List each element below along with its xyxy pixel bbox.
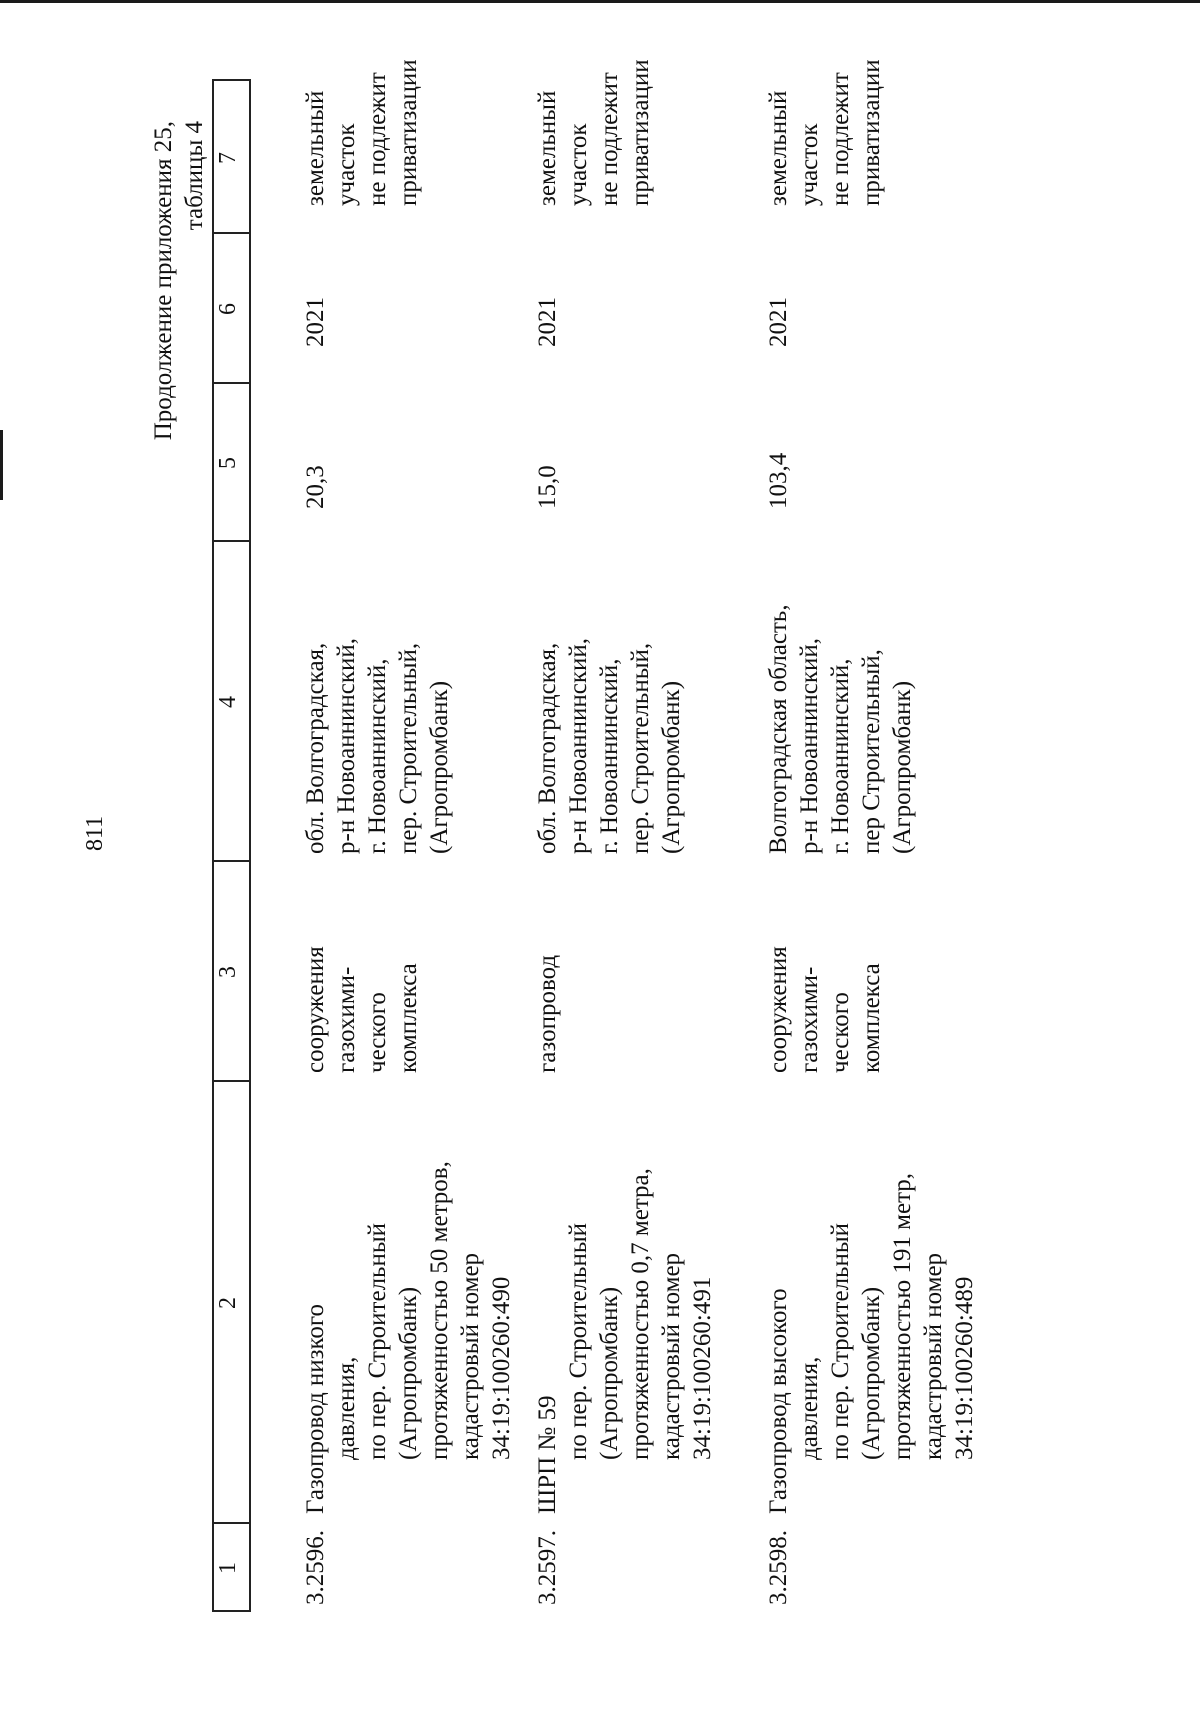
address-line: г. Новоаннинский, <box>364 658 391 854</box>
note-line: участок <box>333 123 360 206</box>
name-line: кадастровый номер <box>920 1252 947 1460</box>
column-number: 1 <box>215 1562 241 1574</box>
note-line: участок <box>796 123 823 206</box>
name-line: протяженностью 50 метров, <box>426 1161 453 1460</box>
object-area: 103,4 <box>765 452 792 509</box>
note-line: участок <box>565 123 592 206</box>
address-line: р-н Новоаннинский, <box>796 637 823 854</box>
header-divider <box>212 540 251 542</box>
name-line: кадастровый номер <box>457 1252 484 1460</box>
note-line: не подлежит <box>364 72 391 206</box>
object-note <box>300 59 424 206</box>
note-line: приватизации <box>395 59 422 206</box>
address-line: г. Новоаннинский, <box>827 658 854 854</box>
note-line: не подлежит <box>596 72 623 206</box>
name-line: по пер. Строительный <box>565 1222 592 1460</box>
object-kind <box>300 946 424 1073</box>
name-line: 34:19:100260:490 <box>488 1276 515 1460</box>
column-number: 4 <box>215 696 241 708</box>
object-note <box>763 59 887 206</box>
column-number: 3 <box>215 966 241 978</box>
kind-line: сооружения <box>302 946 329 1073</box>
kind-line: газохими- <box>333 966 360 1073</box>
address-line: (Агропромбанк) <box>658 680 685 854</box>
object-note <box>532 59 656 206</box>
row-number: 3.2598. <box>765 1530 792 1605</box>
object-name <box>532 1168 718 1514</box>
note-line: земельный <box>302 90 329 206</box>
name-line: кадастровый номер <box>658 1252 685 1460</box>
name-line: по пер. Строительный <box>827 1222 854 1460</box>
name-line: протяженностью 0,7 метра, <box>627 1168 654 1460</box>
note-line: земельный <box>765 90 792 206</box>
kind-line: газохими- <box>796 966 823 1073</box>
row-number: 3.2596. <box>302 1530 329 1605</box>
address-line: пер Строительный, <box>858 649 885 854</box>
continuation-line-2: таблицы 4 <box>181 121 208 231</box>
name-line: (Агропромбанк) <box>395 1286 422 1460</box>
name-line: давления, <box>796 1356 823 1460</box>
column-number: 2 <box>215 1297 241 1309</box>
continuation-caption <box>148 121 210 440</box>
header-divider <box>212 232 251 234</box>
note-line: приватизации <box>627 59 654 206</box>
name-line: Газопровод высокого <box>765 1288 792 1514</box>
object-kind <box>532 955 563 1073</box>
header-divider <box>212 1080 251 1082</box>
page-number: 811 <box>82 815 108 851</box>
table-header <box>212 0 252 1714</box>
header-divider <box>212 79 251 81</box>
note-line: не подлежит <box>827 72 854 206</box>
object-kind <box>763 946 887 1073</box>
address-line: пер. Строительный, <box>395 642 422 854</box>
header-divider <box>212 382 251 384</box>
address-line: г. Новоаннинский, <box>596 658 623 854</box>
address-line: (Агропромбанк) <box>889 680 916 854</box>
kind-line: комплекса <box>395 963 422 1073</box>
name-line: (Агропромбанк) <box>858 1286 885 1460</box>
address-line: обл. Волгоградская, <box>534 642 561 854</box>
object-year: 2021 <box>302 297 329 347</box>
column-number: 7 <box>215 152 241 164</box>
object-address <box>532 638 687 854</box>
address-line: р-н Новоаннинский, <box>333 637 360 854</box>
object-name <box>300 1161 517 1514</box>
object-name <box>763 1173 980 1514</box>
name-line: давления, <box>333 1356 360 1460</box>
address-line: р-н Новоаннинский, <box>565 637 592 854</box>
note-line: приватизации <box>858 59 885 206</box>
header-divider <box>212 860 251 862</box>
note-line: земельный <box>534 90 561 206</box>
name-line: 34:19:100260:491 <box>689 1276 716 1460</box>
object-address <box>763 604 918 854</box>
header-divider <box>212 1522 251 1524</box>
name-line: 34:19:100260:489 <box>951 1276 978 1460</box>
column-number: 6 <box>215 303 241 315</box>
header-top-rule <box>212 79 214 1612</box>
address-line: Волгоградская область, <box>765 604 792 854</box>
object-area: 20,3 <box>302 465 329 509</box>
kind-line: газопровод <box>534 954 561 1073</box>
kind-line: сооружения <box>765 946 792 1073</box>
name-line: Газопровод низкого <box>302 1303 329 1514</box>
kind-line: ческого <box>827 992 854 1073</box>
header-divider <box>212 1610 251 1612</box>
continuation-line-1: Продолжение приложения 25, <box>150 121 177 441</box>
name-line: по пер. Строительный <box>364 1222 391 1460</box>
name-line: ШРП № 59 <box>534 1395 561 1514</box>
address-line: обл. Волгоградская, <box>302 642 329 854</box>
object-area: 15,0 <box>534 465 561 509</box>
column-number: 5 <box>215 457 241 469</box>
header-bottom-rule <box>249 79 251 1612</box>
name-line: (Агропромбанк) <box>596 1286 623 1460</box>
address-line: (Агропромбанк) <box>426 680 453 854</box>
kind-line: ческого <box>364 992 391 1073</box>
name-line: протяженностью 191 метр, <box>889 1172 916 1460</box>
object-address <box>300 638 455 854</box>
kind-line: комплекса <box>858 963 885 1073</box>
object-year: 2021 <box>534 297 561 347</box>
address-line: пер. Строительный, <box>627 642 654 854</box>
row-number: 3.2597. <box>534 1530 561 1605</box>
object-year: 2021 <box>765 297 792 347</box>
